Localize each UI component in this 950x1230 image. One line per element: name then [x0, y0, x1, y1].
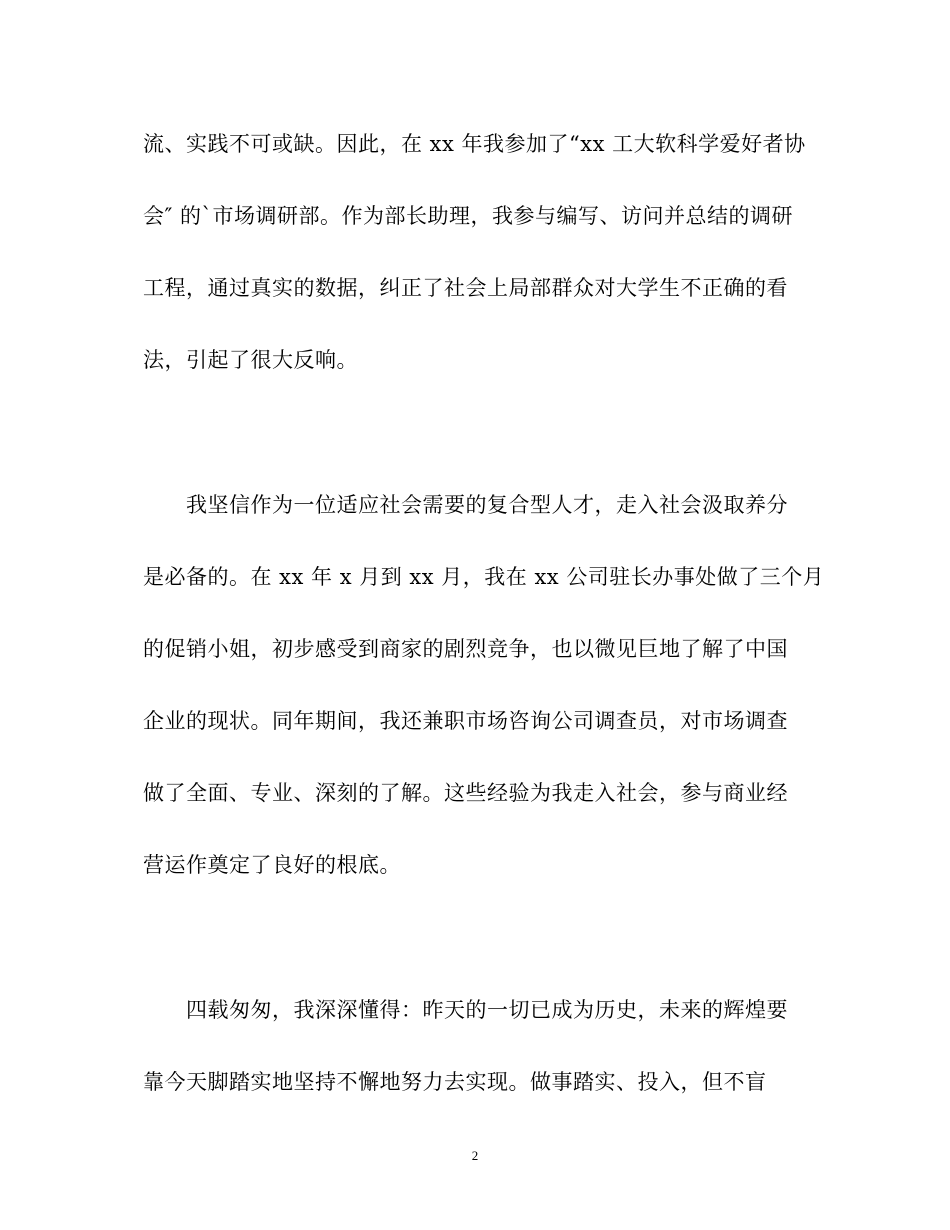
paragraph-1-line-3: 工程，通过真实的数据，纠正了社会上局部群众对大学生不正确的看	[143, 276, 788, 300]
paragraph-1-line-4: 法，引起了很大反响。	[143, 348, 358, 372]
paragraph-2-line-2: 是必备的。在 xx 年 x 月到 xx 月，我在 xx 公司驻长办事处做了三个月	[143, 565, 825, 589]
paragraph-2-line-6: 营运作奠定了良好的根底。	[143, 853, 401, 877]
paragraph-2-line-5: 做了全面、专业、深刻的了解。这些经验为我走入社会，参与商业经	[143, 781, 788, 805]
paragraph-1-line-1: 流、实践不可或缺。因此，在 xx 年我参加了“xx 工大软科学爱好者协	[143, 132, 806, 156]
paragraph-2-line-4: 企业的现状。同年期间，我还兼职市场咨询公司调查员，对市场调查	[143, 709, 788, 733]
page-number: 2	[471, 1148, 479, 1163]
paragraph-2-line-3: 的促销小姐，初步感受到商家的剧烈竞争，也以微见巨地了解了中国	[143, 637, 788, 661]
paragraph-1-line-2: 会″ 的`市场调研部。作为部长助理，我参与编写、访问并总结的调研	[143, 204, 794, 228]
paragraph-2-line-1: 我坚信作为一位适应社会需要的复合型人才，走入社会汲取养分	[186, 493, 788, 517]
paragraph-3-line-1: 四载匆匆，我深深懂得：昨天的一切已成为历史，未来的辉煌要	[186, 998, 788, 1022]
paragraph-3-line-2: 靠今天脚踏实地坚持不懈地努力去实现。做事踏实、投入，但不盲	[143, 1070, 767, 1094]
